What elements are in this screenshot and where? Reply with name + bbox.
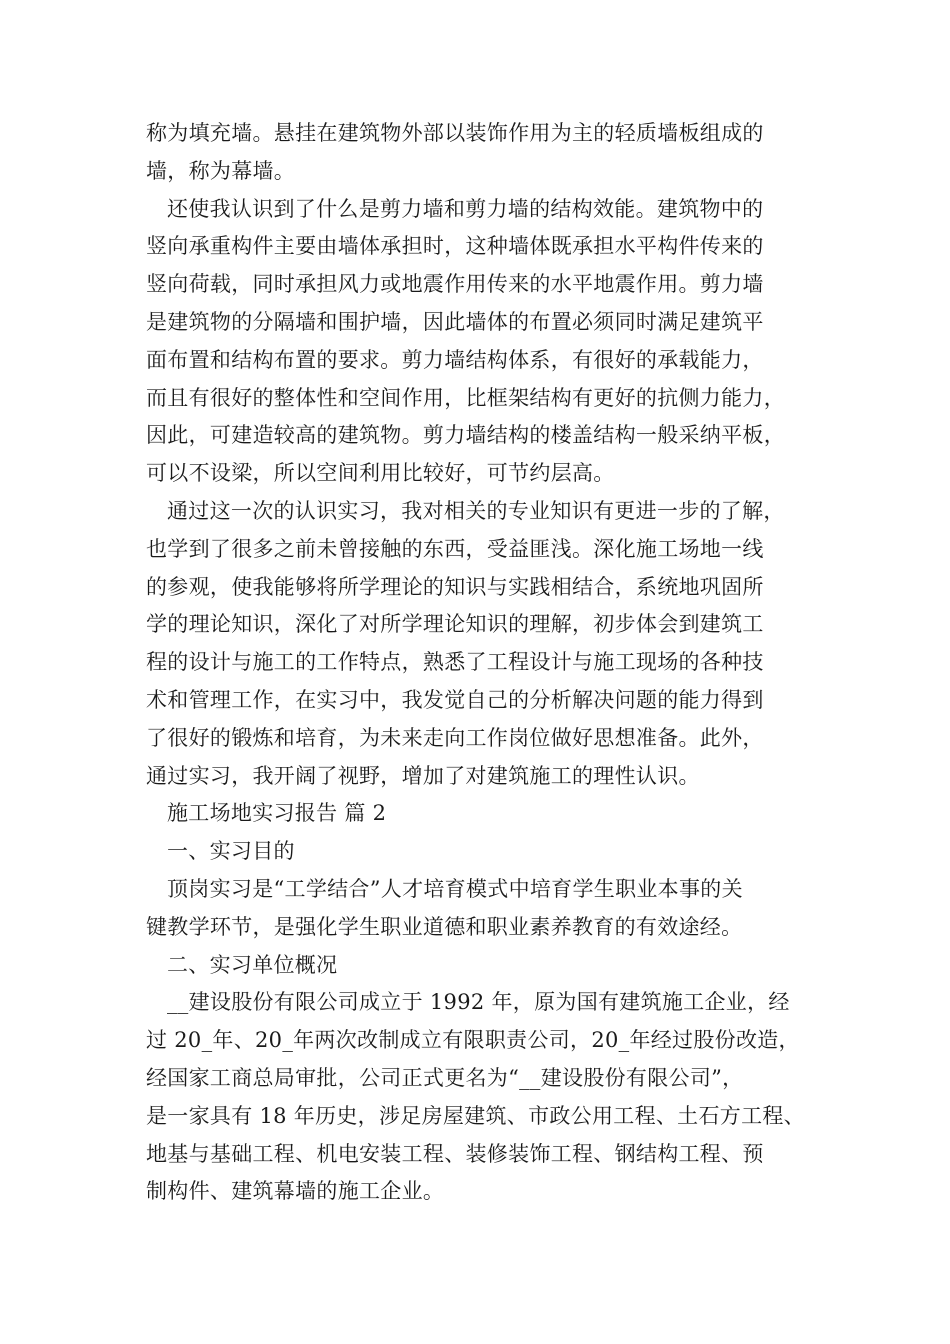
text-line: __建设股份有限公司成立于 1992 年，原为国有建筑施工企业，经 <box>167 990 790 1015</box>
document-body <box>146 115 816 1211</box>
text-line: 二、实习单位概况 <box>167 952 338 977</box>
text-line: 施工场地实习报告 篇 2 <box>167 801 387 826</box>
text-line: 学的理论知识，深化了对所学理论知识的理解，初步体会到建筑工 <box>146 612 764 637</box>
text-line: 键教学环节，是强化学生职业道德和职业素养教育的有效途经。 <box>146 914 743 939</box>
text-line: 墙，称为幕墙。 <box>146 158 296 183</box>
text-line: 过 20_年、20_年两次改制成立有限职责公司，20_年经过股份改造， <box>146 1028 800 1053</box>
text-line: 因此，可建造较高的建筑物。剪力墙结构的楼盖结构一般采纳平板， <box>146 423 785 448</box>
text-line: 制构件、建筑幕墙的施工企业。 <box>146 1179 445 1204</box>
text-line: 通过这一次的认识实习，我对相关的专业知识有更进一步的了解， <box>167 498 785 523</box>
text-line: 地基与基础工程、机电安装工程、装修装饰工程、钢结构工程、预 <box>146 1141 764 1166</box>
text-line: 程的设计与施工的工作特点，熟悉了工程设计与施工现场的各种技 <box>146 650 764 675</box>
text-line: 是一家具有 18 年历史，涉足房屋建筑、市政公用工程、土石方工程、 <box>146 1103 805 1128</box>
text-line: 面布置和结构布置的要求。剪力墙结构体系，有很好的承载能力， <box>146 347 764 372</box>
text-line: 的参观，使我能够将所学理论的知识与实践相结合，系统地巩固所 <box>146 574 764 599</box>
text-line: 还使我认识到了什么是剪力墙和剪力墙的结构效能。建筑物中的 <box>167 196 764 221</box>
text-line: 了很好的锻炼和培育，为未来走向工作岗位做好思想准备。此外， <box>146 725 764 750</box>
text-line: 是建筑物的分隔墙和围护墙，因此墙体的布置必须同时满足建筑平 <box>146 309 764 334</box>
text-line: 通过实习，我开阔了视野，增加了对建筑施工的理性认识。 <box>146 763 700 788</box>
text-line: 竖向承重构件主要由墙体承担时，这种墙体既承担水平构件传来的 <box>146 234 764 259</box>
text-line: 竖向荷载，同时承担风力或地震作用传来的水平地震作用。剪力墙 <box>146 272 764 297</box>
text-line: 术和管理工作，在实习中，我发觉自己的分析解决问题的能力得到 <box>146 687 764 712</box>
text-line: 经国家工商总局审批，公司正式更名为“__建设股份有限公司”， <box>146 1065 744 1090</box>
text-line: 顶岗实习是“工学结合”人才培育模式中培育学生职业本事的关 <box>167 876 743 901</box>
text-line: 而且有很好的整体性和空间作用，比框架结构有更好的抗侧力能力， <box>146 385 785 410</box>
text-line: 称为填充墙。悬挂在建筑物外部以装饰作用为主的轻质墙板组成的 <box>146 121 764 145</box>
text-line: 一、实习目的 <box>167 839 295 864</box>
text-line: 可以不设梁，所以空间利用比较好，可节约层高。 <box>146 461 615 486</box>
text-line: 也学到了很多之前未曾接触的东西，受益匪浅。深化施工场地一线 <box>146 536 764 561</box>
